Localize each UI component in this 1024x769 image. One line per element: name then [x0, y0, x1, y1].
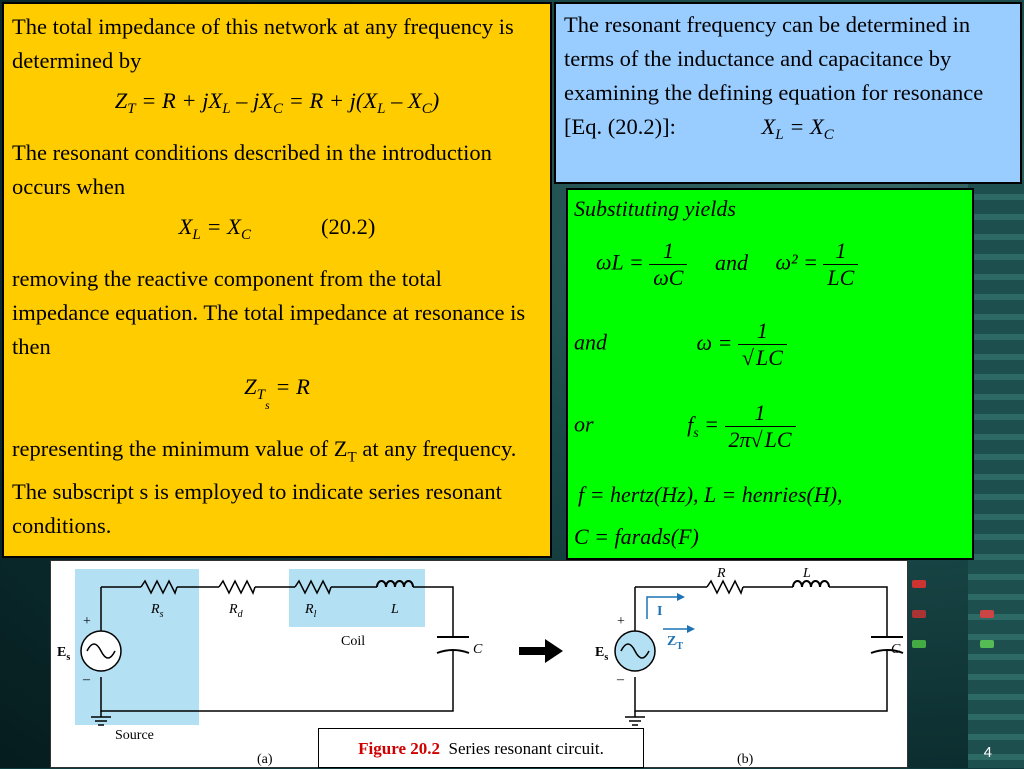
rl-label: $R_l$ — [305, 602, 317, 620]
units-line-1: f = hertz(Hz), L = henries(H), — [578, 482, 843, 507]
resonance-equation-inline: $X_L = X_C$ — [761, 114, 834, 143]
impedance-equation: $Z_T = R + jX_L - jX_C = R + j(X_L - X_C)$ — [114, 88, 440, 117]
background-led — [912, 580, 926, 588]
resistor-rd — [219, 581, 255, 593]
r-label: R — [717, 566, 726, 581]
capacitor-a — [437, 637, 469, 653]
page-number: 4 — [983, 744, 992, 761]
es-label-b: $E_s$ — [595, 645, 609, 663]
figure-number: Figure 20.2 — [358, 739, 441, 758]
background-decoration — [968, 180, 1024, 768]
equation-number: (20.2) — [320, 214, 376, 239]
c-label-b: C — [891, 642, 901, 657]
background-led — [912, 610, 926, 618]
paragraph-2: The resonant conditions described in the introduction occurs when — [12, 140, 492, 199]
l-label: L — [391, 602, 399, 617]
zt-label: $Z_T$ — [667, 634, 684, 652]
resonance-equation: $X_L = X_C$ (20.2) — [178, 214, 376, 243]
resonance-impedance-equation: $Z_{T_s} = R$ — [244, 374, 310, 412]
substituting-text: Substituting yields — [574, 196, 736, 221]
impedance-text-panel — [2, 2, 552, 558]
voltage-source-a — [81, 631, 121, 671]
figure-caption — [318, 728, 644, 768]
svg-text:+: + — [83, 614, 91, 629]
figure-b-label: (b) — [737, 752, 754, 767]
derivation-panel — [566, 188, 974, 560]
omega-sqrt-equation: and ω = $\frac{1}{√LC}$ — [574, 318, 787, 371]
es-label-a: $E_s$ — [57, 645, 71, 663]
units-line-2: C = farads(F) — [574, 524, 699, 549]
resistor-r — [707, 581, 743, 593]
frequency-equation: or $f_s$ = $\frac{1}{2\pi√LC}$ — [574, 400, 796, 453]
caption-text: Series resonant circuit. — [448, 739, 604, 758]
background-led — [912, 640, 926, 648]
coil-highlight — [289, 569, 425, 627]
voltage-source-b — [615, 631, 655, 671]
omega-equations: ωL = $\frac{1}{\omega C}$ and ω² = $\frac{1}{LC}$ — [596, 238, 858, 291]
background-led — [980, 640, 994, 648]
resonant-frequency-text: The resonant frequency can be determined in terms of the inductance and capacitance by examining the defining equation for resonance [Eq. (20.2)]: — [564, 12, 984, 139]
figure-a-label: (a) — [257, 752, 273, 767]
l-label-b: L — [803, 566, 811, 581]
background-led — [980, 610, 994, 618]
rs-label: $R_s$ — [151, 602, 164, 620]
paragraph-4: representing the minimum value of $Z_T$ at any frequency. The subscript s is employed to indicate series resonant conditions. — [12, 436, 517, 538]
paragraph-1: The total impedance of this network at any frequency is determined by — [12, 14, 514, 73]
svg-text:–: – — [83, 672, 90, 687]
source-label: Source — [115, 728, 154, 743]
paragraph-3: removing the reactive component from the total impedance equation. The total impedance at resonance is then — [12, 266, 526, 359]
svg-text:–: – — [617, 672, 624, 687]
ground-b — [625, 711, 645, 725]
current-label: I — [657, 604, 663, 619]
coil-label: Coil — [341, 634, 366, 649]
arrow-icon — [519, 639, 563, 663]
resonant-frequency-panel — [554, 2, 1022, 184]
inductor-l-b — [793, 581, 829, 587]
svg-text:+: + — [617, 614, 625, 629]
c-label-a: C — [473, 642, 483, 657]
rd-label: $R_d$ — [229, 602, 243, 620]
